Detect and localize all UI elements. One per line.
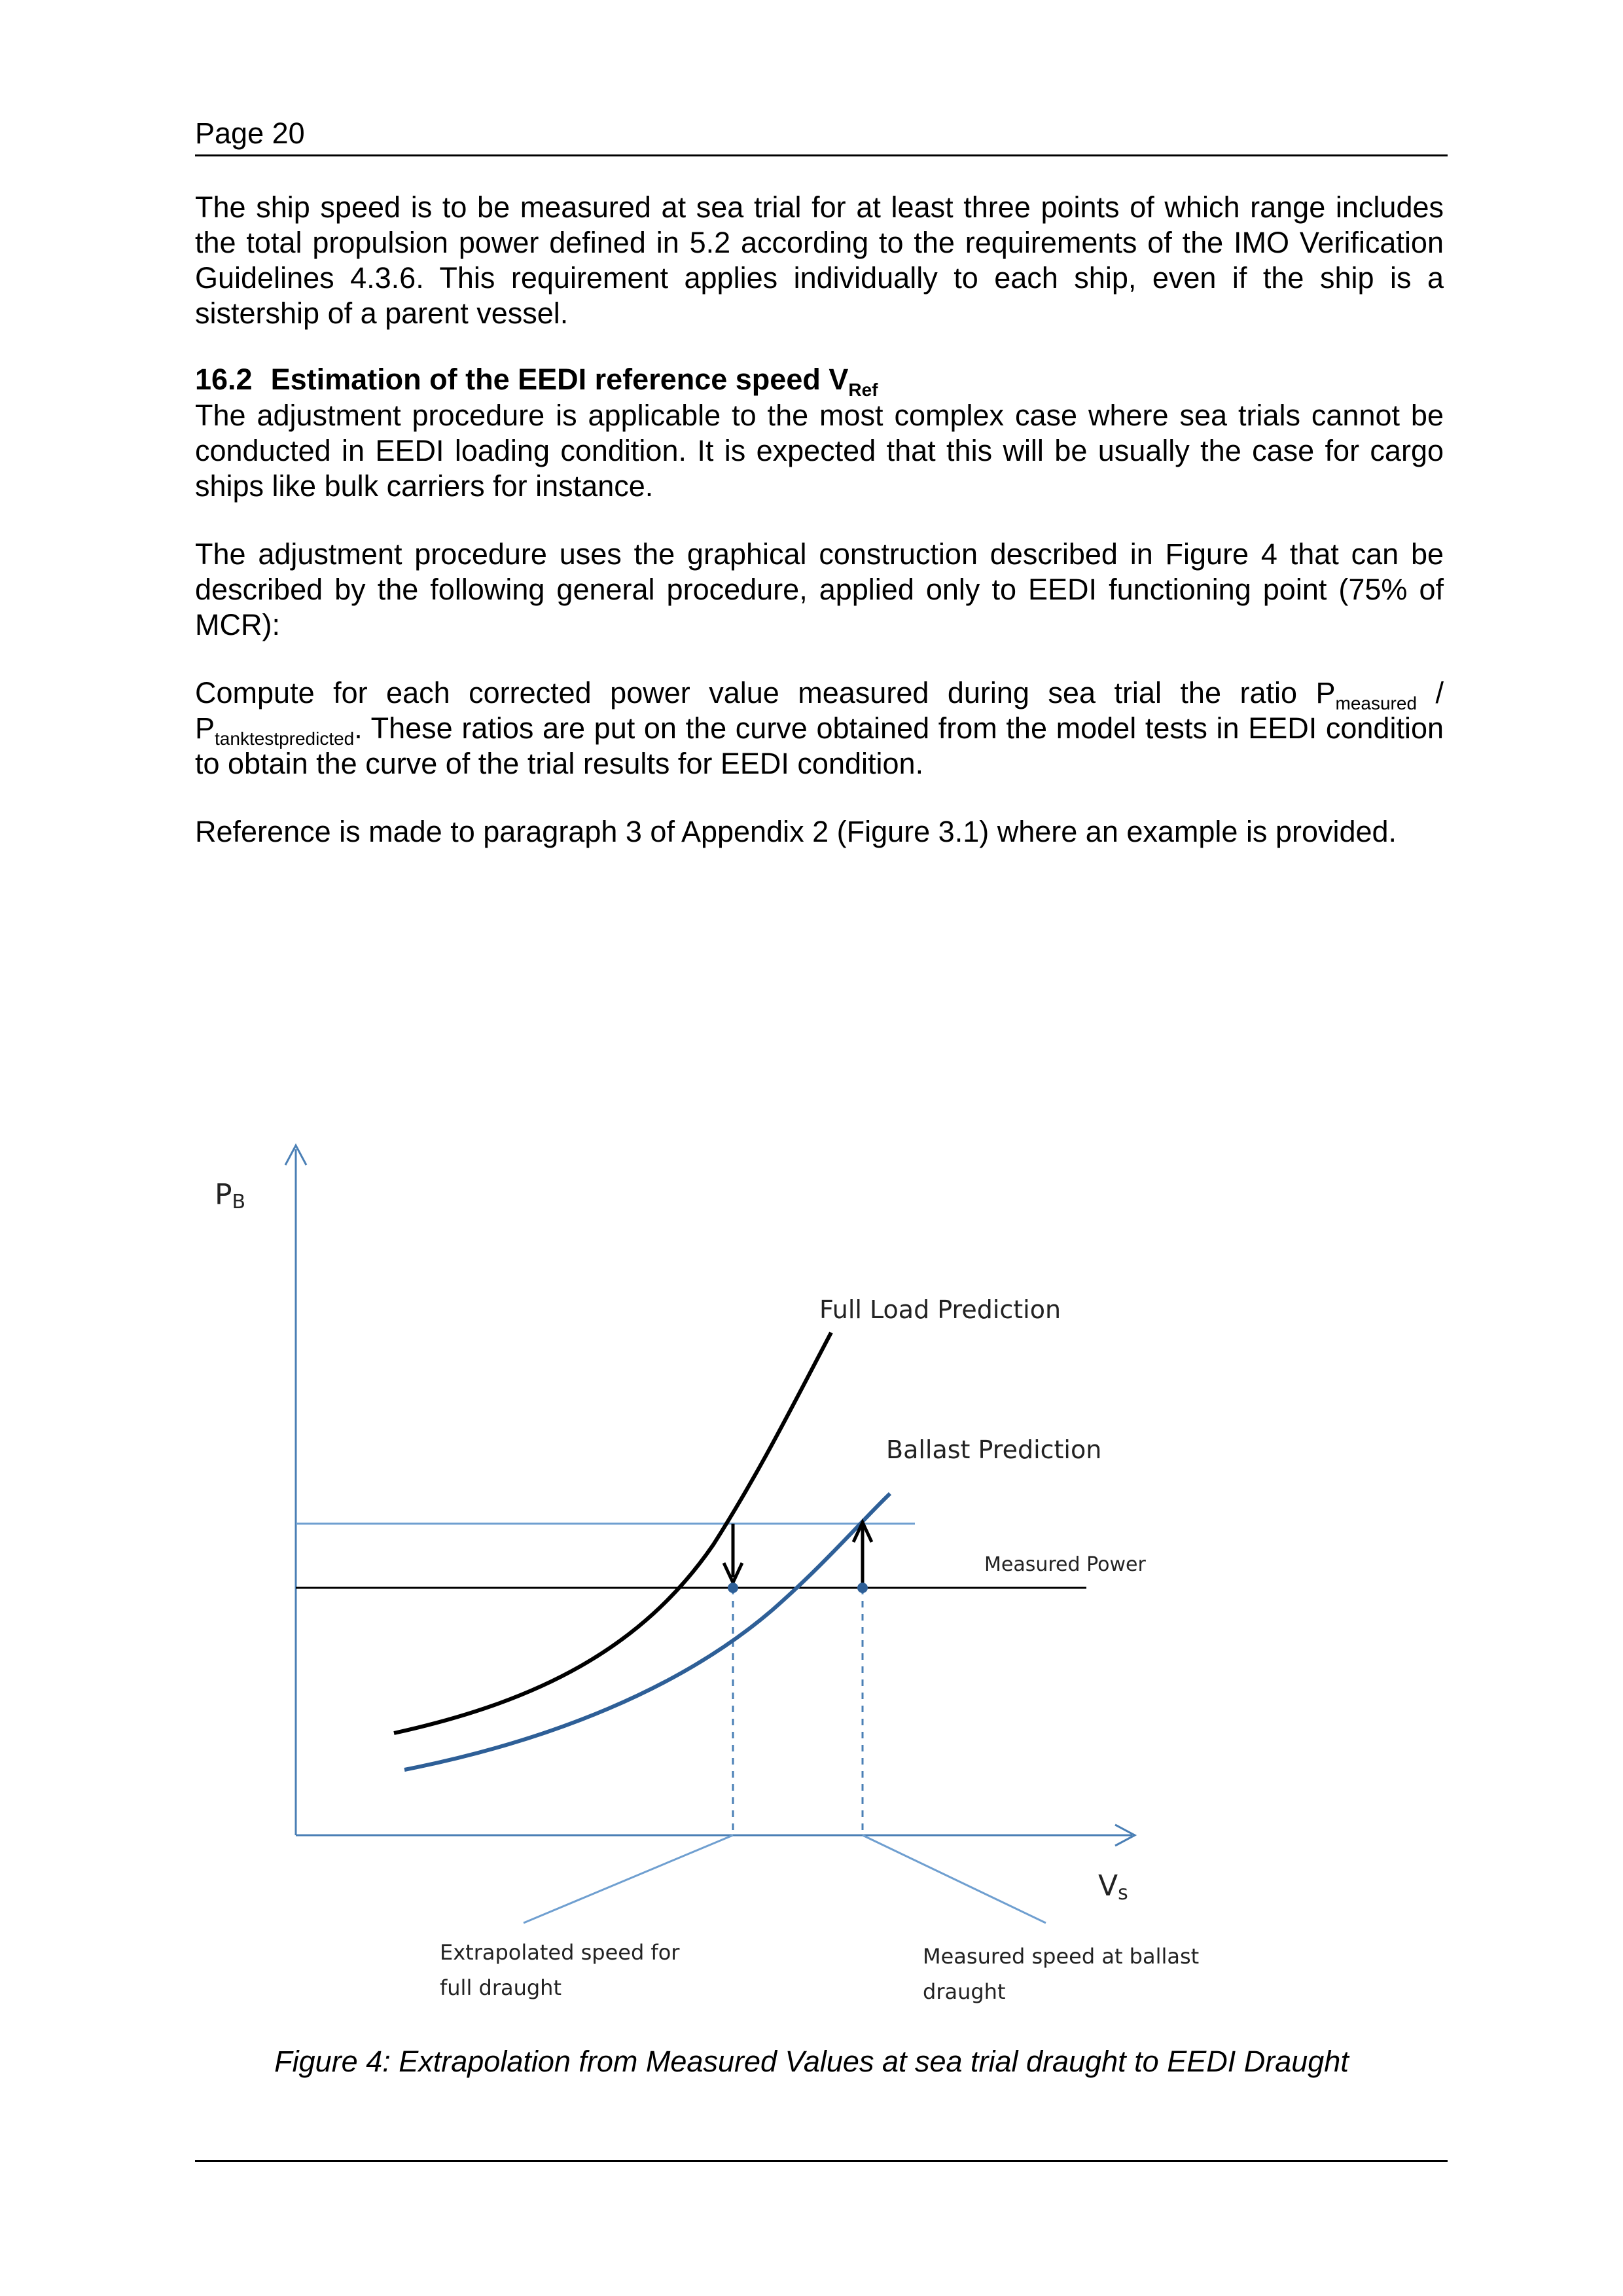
- x-axis-label: Vs: [1098, 1869, 1128, 1905]
- figure-caption: Figure 4: Extrapolation from Measured Values at sea trial draught to EEDI Draught: [274, 2045, 1349, 2078]
- page-number: Page 20: [195, 117, 305, 150]
- ratio-text-c: . These ratios are put on the curve obtained from the model tests in EEDI condition to obtain the curve of the trial results for EEDI condition.: [195, 711, 1444, 780]
- ratio-text-b: / P: [195, 676, 1444, 745]
- header-rule: [195, 154, 1448, 156]
- ballast-label: Ballast Prediction: [886, 1435, 1102, 1464]
- measured-point: [857, 1583, 868, 1593]
- section-title-subscript: Ref: [848, 380, 878, 400]
- extrapolated-point: [728, 1583, 738, 1593]
- y-axis-label: PB: [215, 1178, 246, 1213]
- paragraph-reference: Reference is made to paragraph 3 of Appendix 2 (Figure 3.1) where an example is provided.: [195, 815, 1397, 848]
- footer-rule: [195, 2160, 1448, 2162]
- extrapolation-diagram: [183, 1126, 1230, 2042]
- section-title: Estimation of the EEDI reference speed V: [270, 363, 849, 396]
- section-number: 16.2: [195, 363, 253, 396]
- measured-power-label: Measured Power: [984, 1553, 1146, 1576]
- ratio-sub-measured: measured: [1335, 693, 1418, 713]
- section-heading: [195, 363, 878, 400]
- ratio-sub-predicted: tanktestpredicted: [215, 728, 355, 749]
- figure-4-diagram: [183, 1126, 1230, 2042]
- paragraph-adjustment-applicability: The adjustment procedure is applicable to the most complex case where sea trials cannot be conducted in EEDI loading condition. It is expected that this will be usually the case for cargo ships like bulk carriers for instance.: [195, 399, 1444, 503]
- full-load-curve: [394, 1333, 831, 1733]
- measured-callout-line: [863, 1835, 1046, 1923]
- paragraph-compute-ratio: [195, 675, 1444, 781]
- paragraph-speed-measurement: The ship speed is to be measured at sea trial for at least three points of which range includes the total propulsion power defined in 5.2 according to the requirements of the IMO Verification Guidelines 4.3.6. This requirement applies individually to each ship, even if the ship is a sistership of a parent vessel.: [195, 190, 1444, 330]
- full-load-label: Full Load Prediction: [819, 1295, 1061, 1324]
- measured-speed-label: Measured speed at ballast draught: [923, 1944, 1200, 2004]
- extrapolated-speed-label: Extrapolated speed for full draught: [440, 1940, 680, 2000]
- ratio-text-a: Compute for each corrected power value measured during sea trial the ratio P: [195, 676, 1336, 709]
- extrapolated-callout-line: [524, 1835, 733, 1923]
- paragraph-graphical-construction: The adjustment procedure uses the graphical construction described in Figure 4 that can be described by the following general procedure, applied only to EEDI functioning point (75% of MCR):: [195, 537, 1444, 641]
- ballast-curve: [404, 1494, 890, 1770]
